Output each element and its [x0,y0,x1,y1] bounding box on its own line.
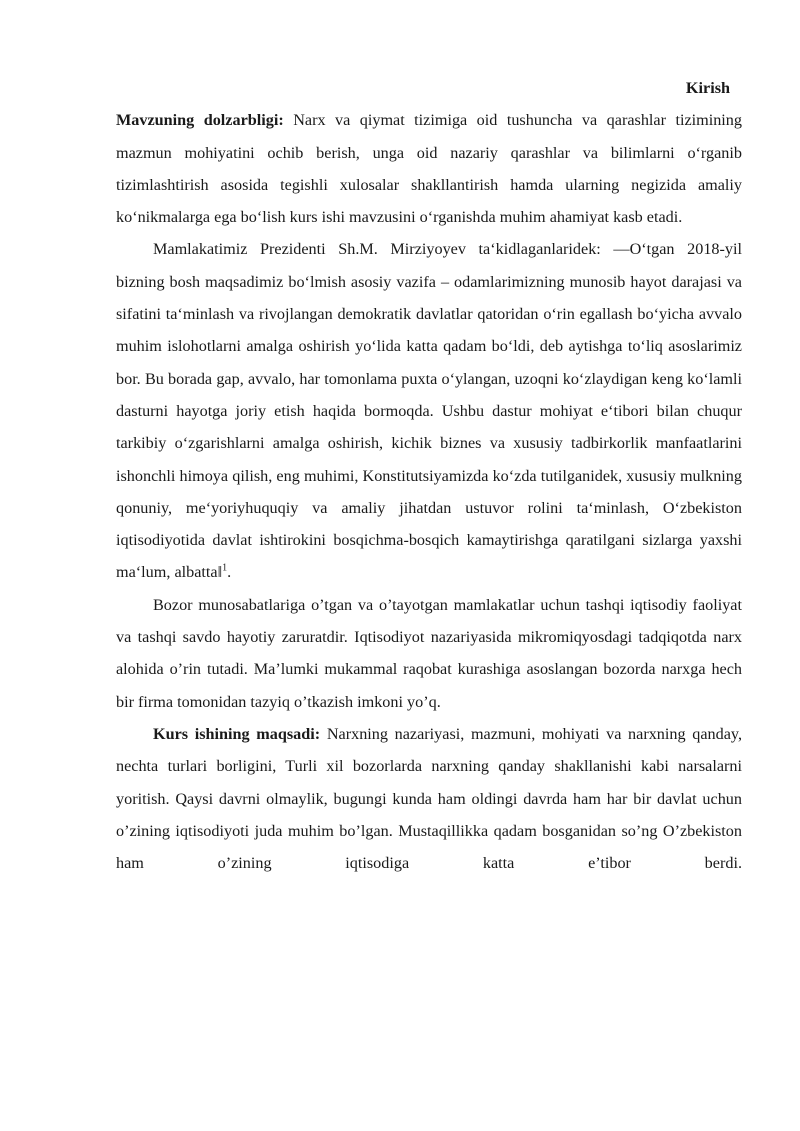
paragraph-text: Narxning nazariyasi, mazmuni, mohiyati va narxning qanday, nechta turlari borligini, Turli xil bozorlarda narxning qanday shakllanishi kabi narsalarni yoritish. Qaysi davrni olmaylik, bugungi kunda ham oldingi davrda ham har bir davlat uchun o’zining iqtisodiyoti juda muhim bo’lgan. Mustaqillikka qadam bosganidan so’ng O’zbekiston ham o’zining iqtisodiga katta e’tibor berdi. [116,724,742,873]
paragraph-end: . [227,563,232,582]
paragraph-course-goal [116,718,742,879]
paragraph-text: Mamlakatimiz Prezidenti Sh.M. Mirziyoyev ta‘kidlaganlaridek: ―O‘tgan 2018-yil bizning bosh maqsadimiz bo‘lmish asosiy vazifa – odamlarimizning munosib hayot darajasi va sifatini ta‘minlash va rivojlangan demokratik davlatlar qatoridan o‘rin egallash bo‘yicha avvalo muhim islohotlarni amalga oshirish yo‘lida katta qadam bo‘ldi, deb aytishga to‘liq asoslarimiz bor. Bu borada gap, avvalo, har tomonlama puxta o‘ylangan, uzoqni ko‘zlaydigan keng ko‘lamli dasturni hayotga joriy etish haqida bormoqda. Ushbu dastur mohiyat e‘tibori bilan chuqur tarkibiy o‘zgarishlarni amalga oshirish, kichik biznes va xususiy tadbirkorlik manfaatlarini ishonchli himoya qilish, eng muhimi, Konstitutsiyamizda ko‘zda tutilganidek, xususiy mulkning qonuniy, me‘yoriyhuquqiy va amaliy jihatdan ustuvor rolini ta‘minlash, O‘zbekiston iqtisodiyotida davlat ishtirokini bosqichma-bosqich kamaytirishga qaratilgani sizlarga yaxshi ma‘lum, albatta‖ [116,240,742,582]
paragraph-text: Narx va qiymat tizimiga oid tushuncha va qarashlar tizimining mazmun mohiyatini ochib berish, unga oid nazariy qarashlar va bilimlarni o‘rganib tizimlashtirish asosida tegishli xulosalar shakllantirish hamda ularning negizida amaliy ko‘nikmalarga ega bo‘lish kurs ishi mavzusini o‘rganishda muhim ahamiyat kasb etadi. [116,111,742,227]
section-heading: Kirish [685,79,730,97]
paragraph-market-relations [116,589,742,718]
paragraph-president-quote [116,233,742,588]
paragraph-text: Bozor munosabatlariga o’tgan va o’tayotgan mamlakatlar uchun tashqi iqtisodiy faoliyat va tashqi savdo hayotiy zaruratdir. Iqtisodiyot nazariyasida mikromiqyosdagi tadqiqotda narx alohida o’rin tutadi. Ma’lumki mukammal raqobat kurashiga asoslangan bozorda narxga hech bir firma tomonidan tazyiq o’tkazish imkoni yo’q. [116,595,742,711]
paragraph-lead: Kurs ishining maqsadi: [153,724,321,743]
paragraph-relevance [116,104,742,233]
document-page [116,72,742,879]
footnote-marker[interactable]: 1 [222,563,228,575]
paragraph-lead: Mavzuning dolzarbligi: [116,111,284,130]
